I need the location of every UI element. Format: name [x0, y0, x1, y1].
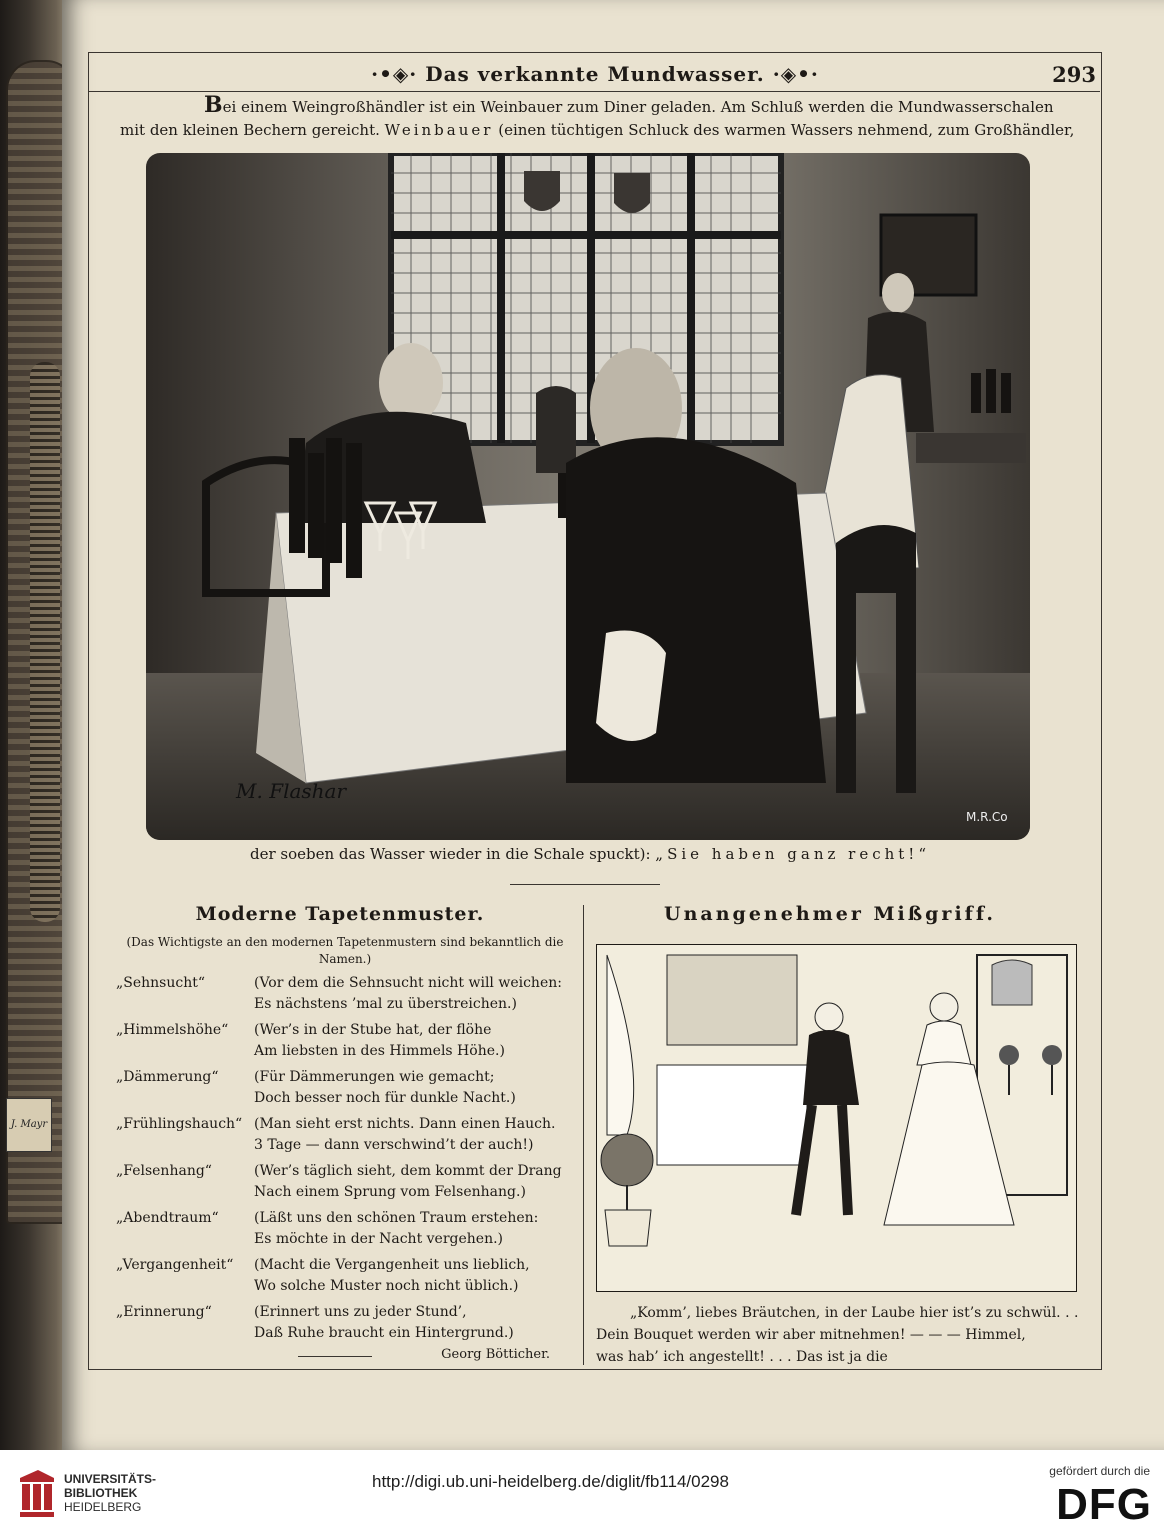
stanza-line: (Man sieht erst nichts. Dann einen Hauch. [254, 1116, 556, 1132]
illustration-mark: M.R.Co [966, 810, 1008, 824]
story-line: was hab’ ich angestellt! . . . Das ist ja die [596, 1349, 888, 1365]
pattern-name: „Himmelshöhe“ [116, 1022, 229, 1038]
stanza [116, 975, 576, 1022]
stanza [116, 1069, 576, 1116]
sideboard [916, 433, 1026, 463]
intro-line-2 [120, 119, 1075, 142]
pattern-name: „Felsenhang“ [116, 1163, 212, 1179]
stanza-line: (Vor dem die Sehnsucht nicht will weichen: [254, 975, 562, 991]
pattern-name: „Abendtraum“ [116, 1210, 219, 1226]
pattern-name: „Sehnsucht“ [116, 975, 206, 991]
library-name-line: UNIVERSITÄTS- [64, 1472, 157, 1486]
pattern-name: „Erinnerung“ [116, 1304, 212, 1320]
library-name-line: BIBLIOTHEK [64, 1486, 138, 1500]
stanza-line: Es nächstens ’mal zu überstreichen.) [254, 996, 517, 1012]
window-crest [614, 173, 650, 213]
funded-by-label: gefördert durch die [1049, 1464, 1150, 1478]
intro-line-1-text: ei einem Weingroßhändler ist ein Weinbauer zum Diner geladen. Am Schluß werden die Mundwasserschalen [222, 98, 1054, 116]
caption-quote: „Sie haben ganz recht!“ [655, 845, 931, 863]
title-ornament-right: ·◈•· [772, 62, 819, 86]
stanza [116, 1210, 576, 1257]
stanza [116, 1163, 576, 1210]
column-divider [583, 905, 584, 1365]
stanza-line: Daß Ruhe braucht ein Hintergrund.) [254, 1325, 514, 1341]
ornament-badge: J. Mayr [6, 1098, 52, 1152]
stanza-line: (Läßt uns den schönen Traum erstehen: [254, 1210, 539, 1226]
poem-subtitle: (Das Wichtigste an den modernen Tapetenmustern sind bekanntlich die Namen.) [126, 935, 564, 966]
window-crest [524, 171, 560, 211]
page-number: 293 [1052, 62, 1096, 87]
intro-text [120, 92, 1075, 142]
stanza [116, 1257, 576, 1304]
speaker-name: Weinbauer [384, 121, 494, 139]
dining-illustration [146, 153, 1030, 840]
header-rule [88, 91, 1100, 92]
poem-stanzas [116, 975, 576, 1351]
stanza-line: Wo solche Muster noch nicht üblich.) [254, 1278, 519, 1294]
stanza-line: (Wer’s täglich sieht, dem kommt der Drang [254, 1163, 562, 1179]
story-line: „Komm’, liebes Bräutchen, in der Laube hier ist’s zu schwül. . . [630, 1305, 1079, 1321]
stanza-line: (Für Dämmerungen wie gemacht; [254, 1069, 495, 1085]
stanza-line: Am liebsten in des Himmels Höhe.) [254, 1043, 505, 1059]
page-title [360, 62, 830, 88]
poem-rule [298, 1356, 372, 1357]
stanza-line: 3 Tage — dann verschwind’t der auch!) [254, 1137, 534, 1153]
pattern-name: „Vergangenheit“ [116, 1257, 234, 1273]
ornament-vine [30, 362, 60, 922]
caption-rule [510, 884, 660, 885]
booth-window [667, 955, 797, 1045]
illustration-caption [120, 845, 1060, 863]
stanza [116, 1116, 576, 1163]
story-title: Unangenehmer Mißgriff. [664, 903, 996, 925]
stanza-line: (Erinnert uns zu jeder Stund’, [254, 1304, 467, 1320]
library-name [64, 1472, 204, 1514]
pattern-name: „Dämmerung“ [116, 1069, 219, 1085]
poem-title: Moderne Tapetenmuster. [195, 903, 485, 925]
stanza-line: Doch besser noch für dunkle Nacht.) [254, 1090, 516, 1106]
dropcap: B [204, 92, 223, 118]
digital-object-url[interactable]: http://digi.ub.uni-heidelberg.de/diglit/fb114/0298 [372, 1472, 729, 1491]
library-logo-icon [18, 1468, 56, 1520]
title-ornament-left: ·•◈· [371, 62, 418, 86]
intro-line-2b: (einen tüchtigen Schluck des warmen Wassers nehmend, zum Großhändler, [498, 121, 1075, 139]
poem-author: Georg Bötticher. [441, 1347, 550, 1362]
tent [992, 960, 1032, 1005]
intro-line-1 [120, 92, 1054, 119]
booth-counter [657, 1065, 807, 1165]
stanza [116, 1304, 576, 1351]
cartoon-illustration [596, 944, 1077, 1292]
stanza [116, 1022, 576, 1069]
title-text: Das verkannte Mundwasser. [425, 62, 765, 86]
stanza-line: Es möchte in der Nacht vergehen.) [254, 1231, 504, 1247]
caption-text: der soeben das Wasser wieder in die Schale spuckt): [249, 845, 651, 863]
story-text [596, 1302, 1079, 1368]
illustration-signature: M. Flashar [236, 779, 347, 803]
stanza-line: (Wer’s in der Stube hat, der flöhe [254, 1022, 492, 1038]
story-line: Dein Bouquet werden wir aber mitnehmen! — — — Himmel, [596, 1327, 1026, 1343]
stanza-line: (Macht die Vergangenheit uns lieblich, [254, 1257, 530, 1273]
library-name-line: HEIDELBERG [64, 1500, 142, 1514]
window [391, 153, 781, 443]
stanza-line: Nach einem Sprung vom Felsenhang.) [254, 1184, 526, 1200]
sideboard-bottles [976, 369, 1006, 413]
fruit-stand [536, 386, 576, 473]
intro-line-2a: mit den kleinen Bechern gereicht. [120, 121, 380, 139]
pattern-name: „Frühlingshauch“ [116, 1116, 243, 1132]
viewer-footer [0, 1450, 1164, 1538]
dfg-logo: DFG [1056, 1480, 1152, 1529]
